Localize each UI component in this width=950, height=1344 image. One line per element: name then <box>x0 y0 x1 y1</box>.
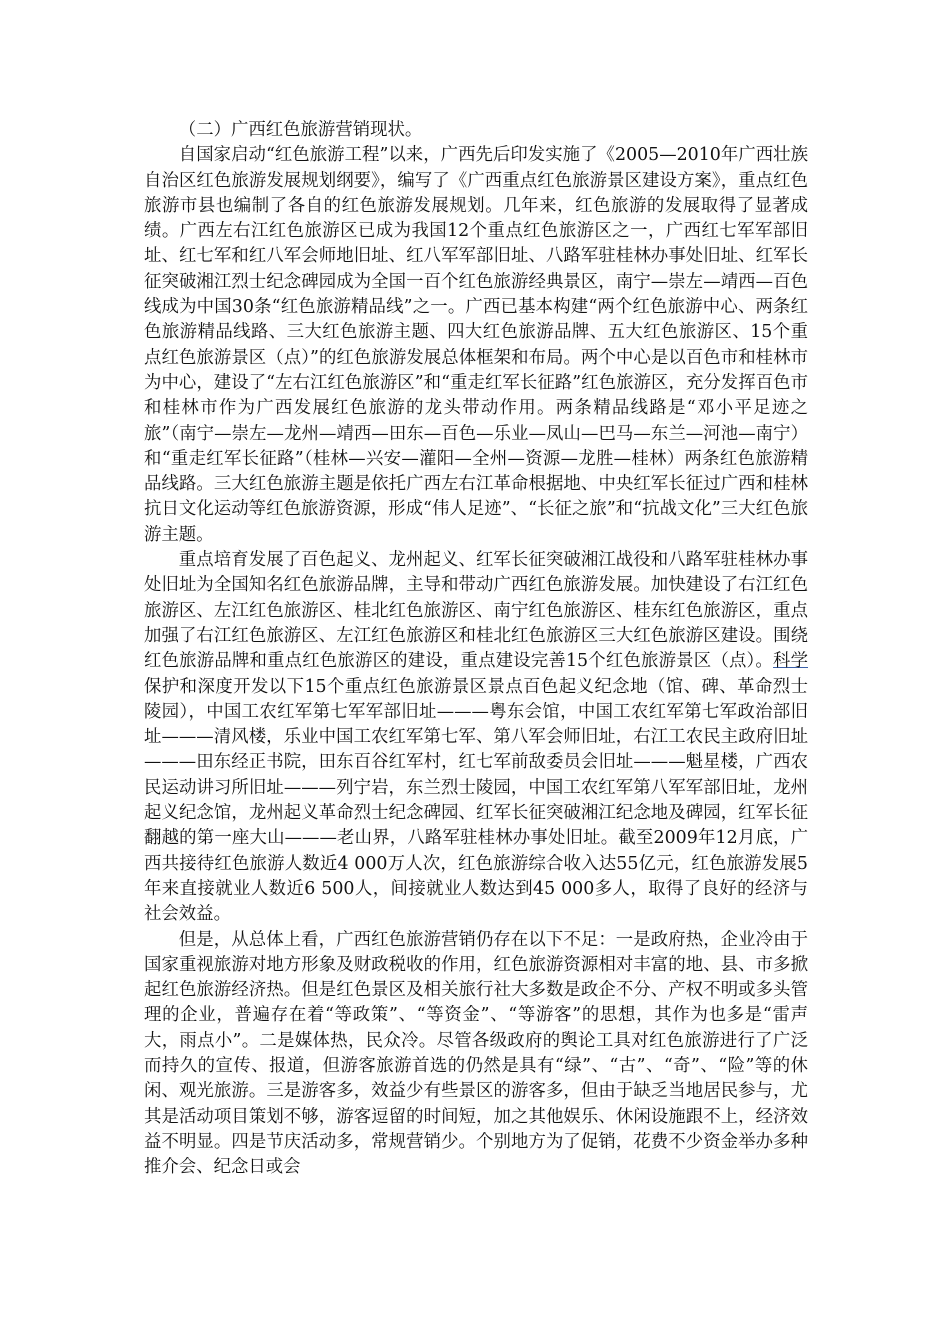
science-link[interactable]: 科学 <box>773 651 808 672</box>
paragraph-2 <box>144 548 808 927</box>
paragraph-2-text-b: 保护和深度开发以下15个重点红色旅游景区景点百色起义纪念地（馆、碑、革命烈士陵园），中国工农红军第七军军部旧址———粤东会馆，中国工农红军第七军政治部旧址———清风楼，乐业中国工农红军第七军、第八军会师旧址，右江工农民主政府旧址———田东经正书院，田东百谷红军村，红七军前敌委员会旧址———魁星楼，广西农民运动讲习所旧址———列宁岩，东兰烈士陵园，中国工农红军第八军军部旧址，龙州起义纪念馆，龙州起义革命烈士纪念碑园、红军长征突破湘江纪念地及碑园，红军长征翻越的第一座大山———老山界，八路军驻桂林办事处旧址。截至2009年12月底，广西共接待红色旅游人数近4 000万人次，红色旅游综合收入达55亿元，红色旅游发展5年来直接就业人数近6 500人，间接就业人数达到45 000多人，取得了良好的经济与社会效益。 <box>144 676 808 925</box>
paragraph-2-text-a: 重点培育发展了百色起义、龙州起义、红军长征突破湘江战役和八路军驻桂林办事处旧址为全国知名红色旅游品牌，主导和带动广西红色旅游发展。加快建设了右江红色旅游区、左江红色旅游区、桂北红色旅游区、南宁红色旅游区、桂东红色旅游区，重点加强了右江红色旅游区、左江红色旅游区和桂北红色旅游区三大红色旅游区建设。围绕红色旅游品牌和重点红色旅游区的建设，重点建设完善15个红色旅游景区（点）。 <box>144 550 808 672</box>
section-heading: （二）广西红色旅游营销现状。 <box>178 120 423 140</box>
document-body <box>144 118 808 1180</box>
paragraph-3: 但是，从总体上看，广西红色旅游营销仍存在以下不足：一是政府热，企业冷由于国家重视旅游对地方形象及财政税收的作用，红色旅游资源相对丰富的地、县、市多掀起红色旅游经济热。但是红色景区及相关旅行社大多数是政企不分、产权不明或多头管理的企业，普遍存在着“等政策”、“等资金”、“等游客”的思想，其作为也多是“雷声大，雨点小”。二是媒体热，民众冷。尽管各级政府的舆论工具对红色旅游进行了广泛而持久的宣传、报道，但游客旅游首选的仍然是具有“绿”、“古”、“奇”、“险”等的休闲、观光旅游。三是游客多，效益少有些景区的游客多，但由于缺乏当地居民参与，尤其是活动项目策划不够，游客逗留的时间短，加之其他娱乐、休闲设施跟不上，经济效益不明显。四是节庆活动多，常规营销少。个别地方为了促销，花费不少资金举办多种推介会、纪念日或会 <box>144 929 808 1178</box>
paragraph-1: 自国家启动“红色旅游工程”以来，广西先后印发实施了《2005—2010年广西壮族自治区红色旅游发展规划纲要》，编写了《广西重点红色旅游景区建设方案》，重点红色旅游市县也编制了各自的红色旅游发展规划。几年来，红色旅游的发展取得了显著成绩。广西左右江红色旅游区已成为我国12个重点红色旅游区之一，广西红七军军部旧址、红七军和红八军会师地旧址、红八军军部旧址、八路军驻桂林办事处旧址、红军长征突破湘江烈士纪念碑园成为全国一百个红色旅游经典景区，南宁—崇左—靖西—百色线成为中国30条“红色旅游精品线”之一。广西已基本构建“两个红色旅游中心、两条红色旅游精品线路、三大红色旅游主题、四大红色旅游品牌、五大红色旅游区、15个重点红色旅游景区（点）”的红色旅游发展总体框架和布局。两个中心是以百色市和桂林市为中心，建设了“左右江红色旅游区”和“重走红军长征路”红色旅游区，充分发挥百色市和桂林市作为广西发展红色旅游的龙头带动作用。两条精品线路是“邓小平足迹之旅”（南宁—崇左—龙州—靖西—田东—百色—乐业—凤山—巴马—东兰—河池—南宁）和“重走红军长征路”（桂林—兴安—灌阳—全州—资源—龙胜—桂林）两条红色旅游精品线路。三大红色旅游主题是依托广西左右江革命根据地、中央红军长征过广西和桂林抗日文化运动等红色旅游资源，形成“伟人足迹”、“长征之旅”和“抗战文化”三大红色旅游主题。 <box>144 145 808 545</box>
